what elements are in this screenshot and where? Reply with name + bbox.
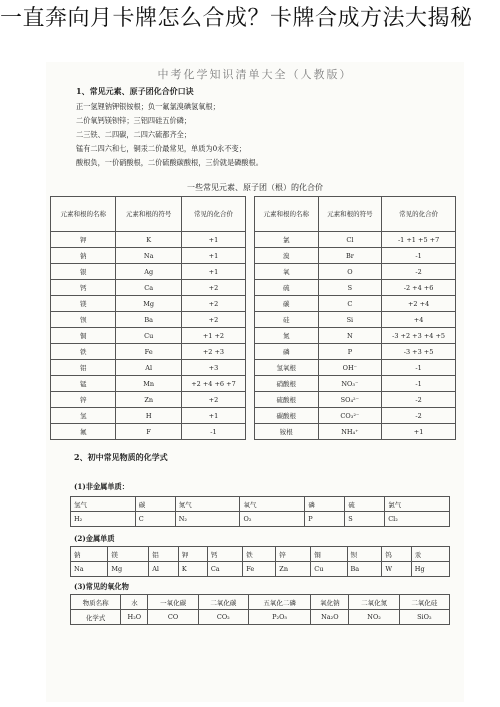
metal-title: (2)金属单质 bbox=[74, 534, 115, 543]
substance-name: 钙 bbox=[207, 547, 242, 562]
table-row bbox=[71, 562, 450, 577]
table-row bbox=[255, 296, 456, 312]
element-symbol: Cu bbox=[116, 328, 181, 344]
chemical-formula: Mg bbox=[108, 562, 149, 577]
element-valence: -2 bbox=[382, 392, 456, 408]
rhyme-line: 二三铁、二四碳，二四六硫都齐全； bbox=[76, 130, 192, 139]
valence-table-right bbox=[254, 196, 456, 440]
table-row bbox=[255, 344, 456, 360]
substance-name: 钡 bbox=[347, 547, 382, 562]
nonmetal-table bbox=[70, 496, 450, 527]
chemical-formula: H₂O bbox=[121, 610, 148, 625]
element-valence: +1 bbox=[181, 264, 245, 280]
element-symbol: Mg bbox=[116, 296, 181, 312]
substance-name: 钨 bbox=[382, 547, 411, 562]
substance-name: 五氧化二磷 bbox=[248, 595, 310, 610]
chemical-formula: Hg bbox=[411, 562, 449, 577]
table-row bbox=[51, 360, 246, 376]
chemical-formula: Ca bbox=[207, 562, 242, 577]
element-name: 硫 bbox=[255, 280, 319, 296]
table-row bbox=[51, 232, 246, 248]
element-valence: +1 +2 bbox=[181, 328, 245, 344]
element-name: 镁 bbox=[51, 296, 116, 312]
substance-name: 镁 bbox=[108, 547, 149, 562]
element-name: 锌 bbox=[51, 392, 116, 408]
chemical-formula: Al bbox=[149, 562, 179, 577]
substance-name: 氯气 bbox=[385, 497, 450, 512]
valence-table-title: 一些常见元素、原子团（根）的化合价 bbox=[187, 183, 323, 192]
table-row bbox=[51, 408, 246, 424]
element-valence: +3 bbox=[181, 360, 245, 376]
element-name: 铵根 bbox=[255, 424, 319, 440]
substance-name: 铁 bbox=[243, 547, 276, 562]
table-row bbox=[255, 248, 456, 264]
table-row bbox=[51, 296, 246, 312]
table-row bbox=[51, 344, 246, 360]
element-name: 锰 bbox=[51, 376, 116, 392]
table-row bbox=[255, 312, 456, 328]
rhyme-line: 二价氧钙镁钡锌；三铝四硅五价磷； bbox=[76, 116, 192, 125]
document-title: 中考化学知识清单大全（人教版） bbox=[157, 68, 353, 81]
nonmetal-title: (1)非金属单质： bbox=[74, 482, 129, 491]
chemical-formula: CO bbox=[148, 610, 198, 625]
header-symbol: 元素和根的符号 bbox=[116, 197, 181, 232]
chemical-formula: N₂ bbox=[175, 512, 240, 527]
table-row bbox=[51, 328, 246, 344]
substance-name: 二氧化硅 bbox=[399, 595, 449, 610]
element-valence: +2 bbox=[181, 392, 245, 408]
element-symbol: OH⁻ bbox=[318, 360, 382, 376]
element-name: 钡 bbox=[51, 312, 116, 328]
substance-name: 二氧化氮 bbox=[349, 595, 399, 610]
element-name: 氟 bbox=[51, 424, 116, 440]
chemical-formula: H₂ bbox=[71, 512, 136, 527]
element-valence: -1 +1 +5 +7 bbox=[382, 232, 456, 248]
element-name: 铜 bbox=[51, 328, 116, 344]
element-symbol: Br bbox=[318, 248, 382, 264]
table-row bbox=[255, 424, 456, 440]
row-label: 化学式 bbox=[71, 610, 121, 625]
element-valence: +1 bbox=[382, 424, 456, 440]
element-symbol: Zn bbox=[116, 392, 181, 408]
rhyme-line: 酸根负，一价硝酸根，二价硫酸碳酸根，三价就是磷酸根。 bbox=[76, 158, 263, 167]
element-symbol: P bbox=[318, 344, 382, 360]
table-row bbox=[255, 360, 456, 376]
element-name: 硫酸根 bbox=[255, 392, 319, 408]
chemical-formula: Na₂O bbox=[311, 610, 349, 625]
element-symbol: Al bbox=[116, 360, 181, 376]
table-row bbox=[71, 610, 450, 625]
chemical-formula: S bbox=[345, 512, 385, 527]
element-name: 氢氧根 bbox=[255, 360, 319, 376]
element-valence: -2 bbox=[382, 264, 456, 280]
table-row bbox=[51, 424, 246, 440]
table-row bbox=[71, 595, 450, 610]
element-name: 氧 bbox=[255, 264, 319, 280]
substance-name: 磷 bbox=[305, 497, 345, 512]
chemical-formula: K bbox=[178, 562, 207, 577]
element-valence: -2 bbox=[382, 408, 456, 424]
element-name: 磷 bbox=[255, 344, 319, 360]
element-symbol: Fe bbox=[116, 344, 181, 360]
element-symbol: Ca bbox=[116, 280, 181, 296]
element-symbol: CO₃²⁻ bbox=[318, 408, 382, 424]
table-row bbox=[255, 328, 456, 344]
section-heading-valence-rhyme: 1、常见元素、原子团化合价口诀 bbox=[76, 86, 194, 96]
element-valence: +1 bbox=[181, 248, 245, 264]
substance-name: 碳 bbox=[135, 497, 175, 512]
substance-name: 一氧化碳 bbox=[148, 595, 198, 610]
chemical-formula: C bbox=[135, 512, 175, 527]
element-name: 碳酸根 bbox=[255, 408, 319, 424]
element-valence: +2 +4 bbox=[382, 296, 456, 312]
row-label: 物质名称 bbox=[71, 595, 121, 610]
element-name: 氯 bbox=[255, 232, 319, 248]
element-symbol: SO₄²⁻ bbox=[318, 392, 382, 408]
element-valence: -3 +3 +5 bbox=[382, 344, 456, 360]
element-name: 钾 bbox=[51, 232, 116, 248]
element-symbol: K bbox=[116, 232, 181, 248]
article-headline: 一直奔向月卡牌怎么合成？卡牌合成方法大揭秘 bbox=[0, 6, 473, 31]
header-valence: 常见的化合价 bbox=[382, 197, 456, 232]
table-row bbox=[255, 376, 456, 392]
table-row bbox=[255, 392, 456, 408]
element-symbol: Ag bbox=[116, 264, 181, 280]
element-name: 溴 bbox=[255, 248, 319, 264]
chemical-formula: P bbox=[305, 512, 345, 527]
chemical-formula: Ba bbox=[347, 562, 382, 577]
element-symbol: NO₃⁻ bbox=[318, 376, 382, 392]
element-name: 氮 bbox=[255, 328, 319, 344]
element-symbol: O bbox=[318, 264, 382, 280]
chemical-formula: Zn bbox=[276, 562, 311, 577]
document-scan bbox=[46, 62, 464, 702]
element-symbol: Na bbox=[116, 248, 181, 264]
table-row bbox=[255, 280, 456, 296]
element-valence: -1 bbox=[382, 360, 456, 376]
chemical-formula: Fe bbox=[243, 562, 276, 577]
table-row bbox=[255, 232, 456, 248]
element-symbol: Mn bbox=[116, 376, 181, 392]
element-name: 铝 bbox=[51, 360, 116, 376]
chemical-formula: W bbox=[382, 562, 411, 577]
element-symbol: C bbox=[318, 296, 382, 312]
chemical-formula: Cl₂ bbox=[385, 512, 450, 527]
element-symbol: S bbox=[318, 280, 382, 296]
valence-rhyme bbox=[76, 100, 436, 170]
table-row bbox=[51, 264, 246, 280]
valence-table-left bbox=[50, 196, 246, 440]
element-valence: +2 bbox=[181, 280, 245, 296]
table-row bbox=[51, 280, 246, 296]
chemical-formula: CO₂ bbox=[198, 610, 248, 625]
substance-name: 水 bbox=[121, 595, 148, 610]
substance-name: 氢气 bbox=[71, 497, 136, 512]
table-row bbox=[71, 512, 450, 527]
element-name: 钠 bbox=[51, 248, 116, 264]
element-symbol: Ba bbox=[116, 312, 181, 328]
element-valence: -3 +2 +3 +4 +5 bbox=[382, 328, 456, 344]
element-valence: -1 bbox=[181, 424, 245, 440]
element-name: 硅 bbox=[255, 312, 319, 328]
table-row bbox=[71, 547, 450, 562]
chemical-formula: NO₂ bbox=[349, 610, 399, 625]
header-name: 元素和根的名称 bbox=[255, 197, 319, 232]
element-name: 银 bbox=[51, 264, 116, 280]
table-row bbox=[255, 408, 456, 424]
section-heading-formulas: 2、初中常见物质的化学式 bbox=[74, 452, 168, 462]
element-symbol: Cl bbox=[318, 232, 382, 248]
header-name: 元素和根的名称 bbox=[51, 197, 116, 232]
substance-name: 铝 bbox=[149, 547, 179, 562]
substance-name: 汞 bbox=[411, 547, 449, 562]
element-valence: +1 bbox=[181, 232, 245, 248]
element-valence: +4 bbox=[382, 312, 456, 328]
table-row bbox=[51, 392, 246, 408]
substance-name: 硫 bbox=[345, 497, 385, 512]
chemical-formula: Na bbox=[71, 562, 108, 577]
substance-name: 钠 bbox=[71, 547, 108, 562]
element-symbol: NH₄⁺ bbox=[318, 424, 382, 440]
element-valence: -1 bbox=[382, 248, 456, 264]
chemical-formula: SiO₂ bbox=[399, 610, 449, 625]
element-valence: +2 bbox=[181, 312, 245, 328]
element-symbol: F bbox=[116, 424, 181, 440]
element-valence: -1 bbox=[382, 376, 456, 392]
element-name: 碳 bbox=[255, 296, 319, 312]
rhyme-line: 锰有二四六和七，铜汞二价最常见，单质为0永不变； bbox=[76, 144, 246, 153]
substance-name: 氮气 bbox=[175, 497, 240, 512]
element-valence: -2 +4 +6 bbox=[382, 280, 456, 296]
element-valence: +2 +3 bbox=[181, 344, 245, 360]
element-symbol: H bbox=[116, 408, 181, 424]
table-row bbox=[51, 376, 246, 392]
element-name: 硝酸根 bbox=[255, 376, 319, 392]
rhyme-line: 正一氢锂钠钾银铵根；负一氟氯溴碘氢氧根； bbox=[76, 102, 220, 111]
element-name: 氢 bbox=[51, 408, 116, 424]
substance-name: 氧气 bbox=[240, 497, 305, 512]
oxide-table bbox=[70, 594, 450, 625]
substance-name: 铜 bbox=[311, 547, 347, 562]
substance-name: 氧化钠 bbox=[311, 595, 349, 610]
element-name: 钙 bbox=[51, 280, 116, 296]
table-row bbox=[51, 312, 246, 328]
oxide-title: (3)常见的氧化物 bbox=[74, 582, 129, 591]
substance-name: 锌 bbox=[276, 547, 311, 562]
element-valence: +2 +4 +6 +7 bbox=[181, 376, 245, 392]
chemical-formula: O₂ bbox=[240, 512, 305, 527]
chemical-formula: Cu bbox=[311, 562, 347, 577]
element-name: 铁 bbox=[51, 344, 116, 360]
element-symbol: Si bbox=[318, 312, 382, 328]
header-valence: 常见的化合价 bbox=[181, 197, 245, 232]
substance-name: 二氧化碳 bbox=[198, 595, 248, 610]
element-valence: +2 bbox=[181, 296, 245, 312]
table-row bbox=[255, 264, 456, 280]
table-row bbox=[71, 497, 450, 512]
substance-name: 钾 bbox=[178, 547, 207, 562]
chemical-formula: P₂O₅ bbox=[248, 610, 310, 625]
header-symbol: 元素和根的符号 bbox=[318, 197, 382, 232]
table-row bbox=[51, 248, 246, 264]
element-symbol: N bbox=[318, 328, 382, 344]
metal-table bbox=[70, 546, 450, 577]
element-valence: +1 bbox=[181, 408, 245, 424]
